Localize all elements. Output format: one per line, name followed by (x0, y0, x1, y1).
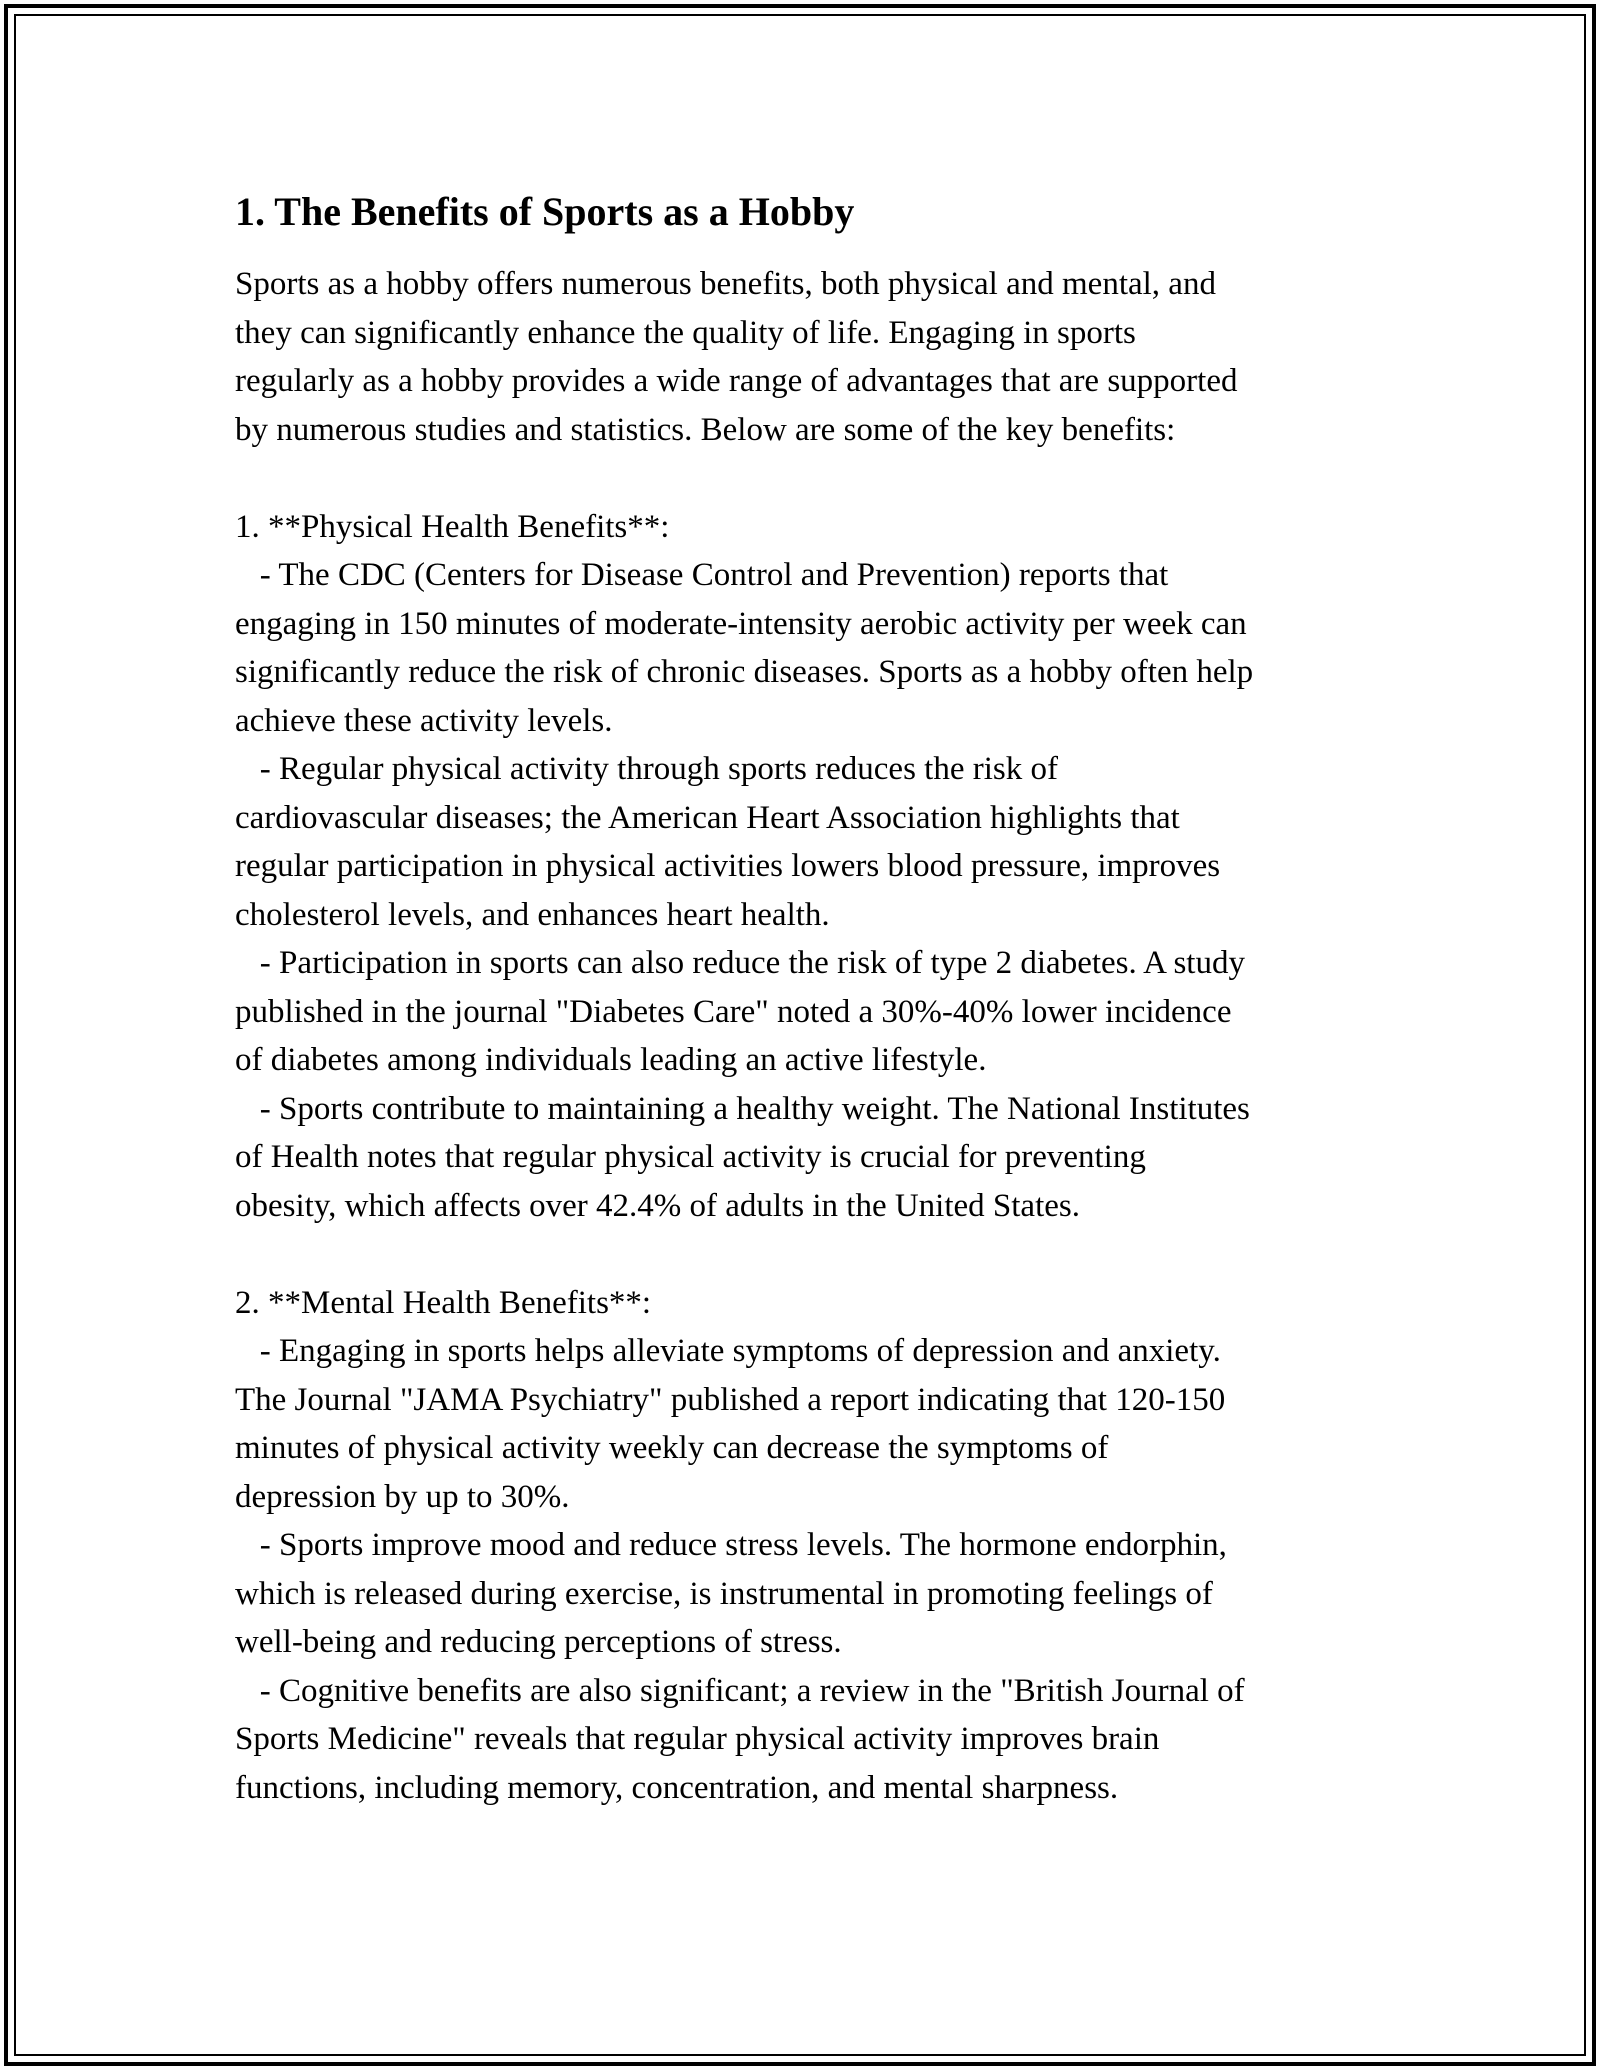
text-line: depression by up to 30%. (235, 1478, 570, 1515)
blank-line (235, 1230, 1385, 1279)
text-line: minutes of physical activity weekly can decrease the symptoms of (235, 1430, 1109, 1466)
text-line: 1. **Physical Health Benefits**: (235, 508, 670, 545)
text-line: they can significantly enhance the quality of life. Engaging in sports (235, 314, 1136, 351)
text-line: The Journal "JAMA Psychiatry" published a report indicating that 120-150 (235, 1381, 1226, 1418)
text-line: - The CDC (Centers for Disease Control and Prevention) reports that (235, 557, 1169, 593)
text-line: cholesterol levels, and enhances heart health. (235, 896, 830, 933)
text-line: engaging in 150 minutes of moderate-intensity aerobic activity per week can (235, 605, 1247, 642)
text-line: of diabetes among individuals leading an active lifestyle. (235, 1042, 987, 1078)
text-line: - Engaging in sports helps alleviate symptoms of depression and anxiety. (235, 1333, 1221, 1369)
text-line: regularly as a hobby provides a wide range of advantages that are supported (235, 363, 1238, 399)
text-line: Sports Medicine" reveals that regular physical activity improves brain (235, 1721, 1160, 1757)
text-line: significantly reduce the risk of chronic diseases. Sports as a hobby often help (235, 654, 1254, 690)
text-line: published in the journal "Diabetes Care" noted a 30%-40% lower incidence (235, 993, 1232, 1030)
text-line: 2. **Mental Health Benefits**: (235, 1284, 652, 1321)
text-line: - Sports contribute to maintaining a healthy weight. The National Institutes (235, 1090, 1250, 1127)
text-line: obesity, which affects over 42.4% of adults in the United States. (235, 1187, 1080, 1224)
section-heading: 1. The Benefits of Sports as a Hobby (235, 189, 855, 234)
text-line: achieve these activity levels. (235, 702, 613, 739)
blank-line (235, 454, 1385, 503)
text-line: cardiovascular diseases; the American Heart Association highlights that (235, 799, 1180, 836)
document-body (235, 186, 1385, 1812)
text-line: - Sports improve mood and reduce stress levels. The hormone endorphin, (235, 1527, 1227, 1563)
text-line: - Cognitive benefits are also significant; a review in the "British Journal of (235, 1672, 1245, 1709)
text-line: functions, including memory, concentration, and mental sharpness. (235, 1769, 1119, 1806)
text-line: of Health notes that regular physical activity is crucial for preventing (235, 1139, 1146, 1175)
text-line: Sports as a hobby offers numerous benefits, both physical and mental, and (235, 266, 1216, 302)
text-line: well-being and reducing perceptions of stress. (235, 1624, 842, 1660)
text-line: regular participation in physical activities lowers blood pressure, improves (235, 848, 1221, 884)
text-line: - Regular physical activity through sports reduces the risk of (235, 751, 1058, 787)
text-line: by numerous studies and statistics. Below are some of the key benefits: (235, 411, 1176, 448)
text-line: - Participation in sports can also reduce the risk of type 2 diabetes. A study (235, 945, 1245, 981)
body-text (235, 260, 1385, 1812)
text-line: which is released during exercise, is instrumental in promoting feelings of (235, 1575, 1213, 1612)
